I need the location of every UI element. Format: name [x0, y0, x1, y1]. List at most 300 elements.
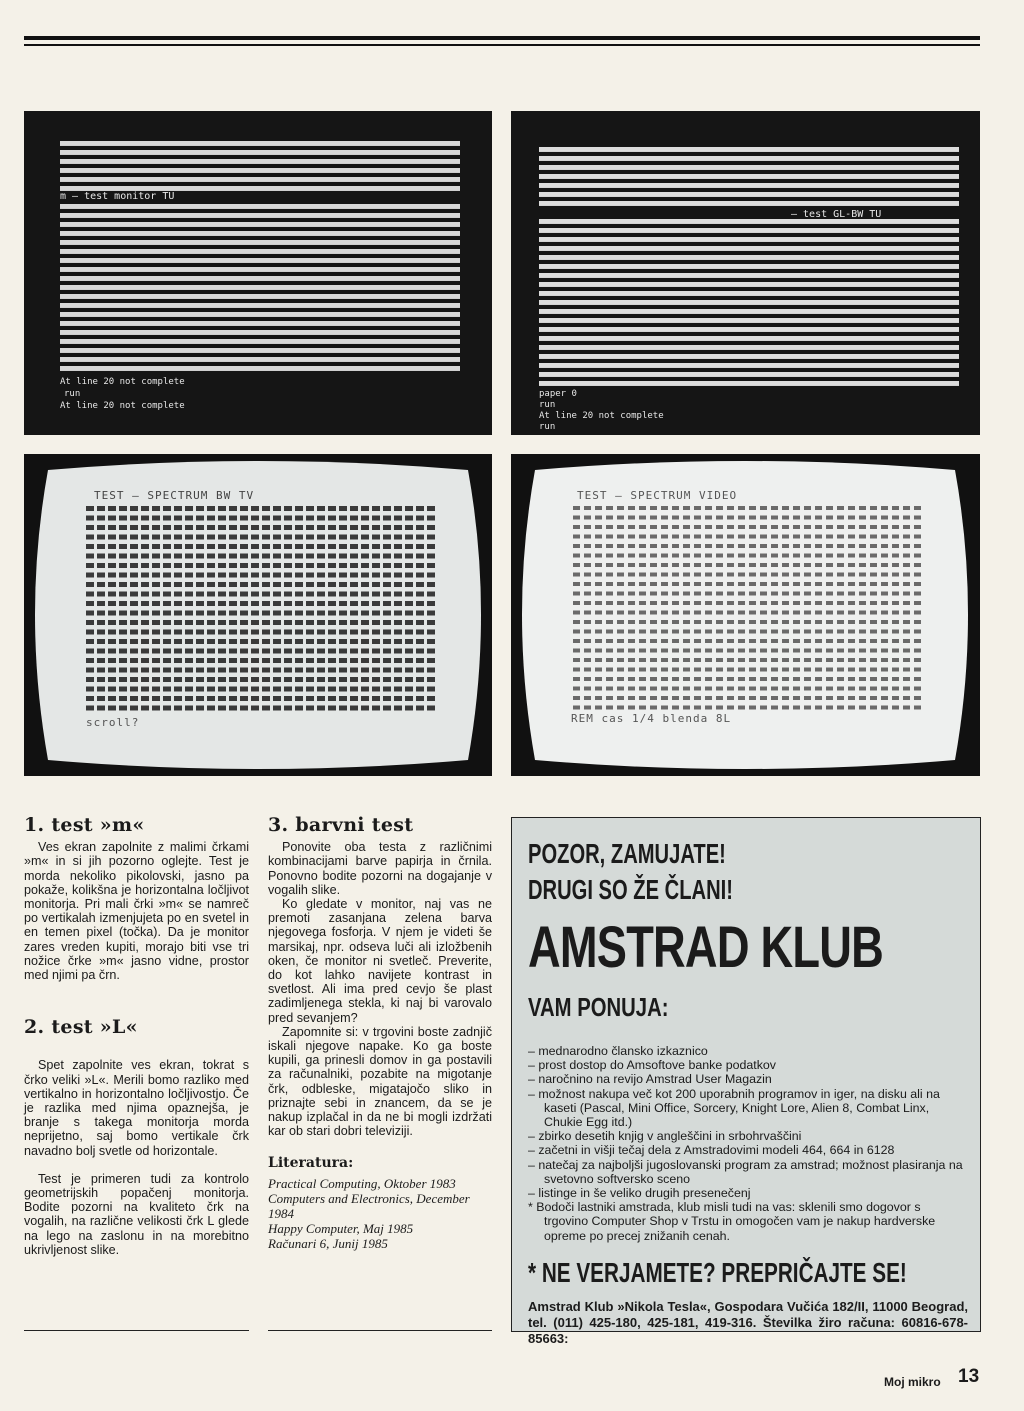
screen-character-cell	[97, 535, 105, 540]
screen-character-cell	[848, 535, 855, 539]
screen-character-cell	[782, 658, 789, 662]
screen-character-cell	[661, 687, 668, 691]
screen-character-cell	[339, 601, 347, 606]
screen-character-cell	[771, 525, 778, 529]
screen-character-cell	[727, 696, 734, 700]
screen-character-cell	[372, 687, 380, 692]
screen-character-cell	[207, 573, 215, 578]
screen-character-cell	[207, 620, 215, 625]
screen-character-cell	[705, 554, 712, 558]
screen-character-cell	[141, 573, 149, 578]
screen-character-cell	[584, 592, 591, 596]
screen-character-cell	[859, 696, 866, 700]
screen-character-cell	[361, 687, 369, 692]
screen-footer-text: REM cas 1/4 blenda 8L	[571, 712, 732, 725]
screen-character-cell	[771, 677, 778, 681]
article-column-1	[24, 814, 249, 1257]
screen-footer-text: scroll?	[86, 716, 140, 729]
screen-character-cell	[405, 649, 413, 654]
screen-character-cell	[405, 554, 413, 559]
screen-character-cell	[251, 601, 259, 606]
screen-character-cell	[793, 696, 800, 700]
screen-character-cell	[405, 544, 413, 549]
screen-character-cell	[672, 620, 679, 624]
screen-character-cell	[130, 525, 138, 530]
screen-character-cell	[240, 563, 248, 568]
screen-character-cell	[394, 620, 402, 625]
screen-character-cell	[617, 516, 624, 520]
screen-character-cell	[771, 506, 778, 510]
screen-stripe	[539, 381, 959, 386]
screen-character-cell	[749, 611, 756, 615]
screen-character-cell	[804, 544, 811, 548]
screen-character-cell	[416, 649, 424, 654]
screen-character-cell	[870, 582, 877, 586]
screen-character-cell	[306, 506, 314, 511]
screen-character-cell	[130, 592, 138, 597]
screen-character-cell	[804, 668, 811, 672]
screen-character-cell	[804, 525, 811, 529]
screen-character-cell	[361, 592, 369, 597]
screen-character-cell	[573, 506, 580, 510]
screen-header-text: TEST – SPECTRUM BW TV	[94, 489, 255, 502]
screen-character-cell	[306, 573, 314, 578]
screen-character-cell	[859, 516, 866, 520]
literature-item: Happy Computer, Maj 1985	[268, 1220, 414, 1236]
screen-character-cell	[163, 639, 171, 644]
screen-character-cell	[628, 706, 635, 710]
screen-character-cell	[372, 544, 380, 549]
screen-character-cell	[383, 592, 391, 597]
screen-character-cell	[683, 658, 690, 662]
screen-character-cell	[218, 706, 226, 711]
screen-character-cell	[804, 639, 811, 643]
screen-character-cell	[595, 649, 602, 653]
screen-character-cell	[661, 525, 668, 529]
screen-character-cell	[749, 554, 756, 558]
screen-character-cell	[848, 573, 855, 577]
screen-character-cell	[573, 554, 580, 558]
screen-character-cell	[815, 506, 822, 510]
screen-character-cell	[826, 535, 833, 539]
screen-character-cell	[705, 639, 712, 643]
screen-character-cell	[804, 620, 811, 624]
ad-note: * Bodoči lastniki amstrada, klub misli tudi na vas: sklenili smo dogovor s trgovino Computer Shop v Trstu in omogočen vam je nakup hardverske opreme po precej znižanih cenah.	[528, 1200, 936, 1243]
screen-character-cell	[870, 668, 877, 672]
screen-character-cell	[372, 554, 380, 559]
screen-character-cell	[727, 506, 734, 510]
screen-character-cell	[251, 706, 259, 711]
screen-character-cell	[859, 677, 866, 681]
screen-character-cell	[749, 630, 756, 634]
screen-character-cell	[573, 639, 580, 643]
screen-character-cell	[606, 544, 613, 548]
screen-character-cell	[661, 620, 668, 624]
screen-character-cell	[760, 668, 767, 672]
screen-character-cell	[361, 573, 369, 578]
screen-character-cell	[584, 601, 591, 605]
screen-character-cell	[793, 601, 800, 605]
screen-character-cell	[405, 620, 413, 625]
screen-character-cell	[174, 563, 182, 568]
screen-character-cell	[793, 706, 800, 710]
screen-character-cell	[416, 668, 424, 673]
screen-character-cell	[617, 535, 624, 539]
screen-character-cell	[207, 696, 215, 701]
screen-character-cell	[738, 639, 745, 643]
screen-character-cell	[606, 639, 613, 643]
screen-character-cell	[273, 668, 281, 673]
literature-item: Računari 6, Junij 1985	[268, 1235, 388, 1251]
screen-character-cell	[870, 516, 877, 520]
screen-character-cell	[639, 582, 646, 586]
screen-character-cell	[141, 696, 149, 701]
screen-character-cell	[617, 620, 624, 624]
screen-character-cell	[727, 535, 734, 539]
screen-character-cell	[771, 601, 778, 605]
screen-character-cell	[815, 677, 822, 681]
section-3-paragraph: Ko gledate v monitor, naj vas ne premoti zasanjana zelena barva njegovega fosforja. V njem je videti še marsikaj, npr. odseva luči ali izložbenih oken, če monitor ni svetleč. Preverite, do kot lahko navijete kontrast in svetlost. Ali ima pred cevjo še plast zadimljenega stekla, ki naj bi varovalo pred sevanjem?	[268, 897, 492, 1025]
screen-character-cell	[284, 696, 292, 701]
screen-character-cell	[119, 649, 127, 654]
header-rule-thin	[24, 44, 980, 46]
screen-character-cell	[405, 516, 413, 521]
screen-character-cell	[97, 706, 105, 711]
screen-character-cell	[86, 563, 94, 568]
screen-character-cell	[141, 658, 149, 663]
screen-character-cell	[914, 677, 921, 681]
screen-character-cell	[727, 668, 734, 672]
screen-stripe	[60, 249, 460, 254]
screen-character-cell	[628, 639, 635, 643]
screen-character-cell	[573, 658, 580, 662]
screen-character-cell	[383, 677, 391, 682]
screen-character-cell	[639, 668, 646, 672]
screen-character-cell	[595, 696, 602, 700]
screen-character-cell	[826, 506, 833, 510]
screen-character-cell	[727, 677, 734, 681]
screen-character-cell	[815, 592, 822, 596]
screen-stripe	[60, 276, 460, 281]
screen-character-cell	[859, 706, 866, 710]
screen-character-cell	[240, 582, 248, 587]
screen-character-cell	[606, 601, 613, 605]
screen-character-cell	[694, 506, 701, 510]
screen-character-cell	[262, 554, 270, 559]
screen-character-cell	[694, 592, 701, 596]
screen-character-cell	[284, 687, 292, 692]
screen-character-cell	[273, 687, 281, 692]
screen-character-cell	[251, 649, 259, 654]
screen-character-cell	[262, 620, 270, 625]
screen-character-cell	[361, 582, 369, 587]
screen-character-cell	[782, 630, 789, 634]
monitor-screen-image	[511, 454, 980, 776]
screen-character-cell	[837, 506, 844, 510]
screen-character-cell	[207, 611, 215, 616]
screen-character-cell	[394, 563, 402, 568]
screen-character-cell	[251, 544, 259, 549]
screen-character-cell	[141, 601, 149, 606]
screen-character-cell	[405, 506, 413, 511]
screen-character-cell	[427, 687, 435, 692]
screen-character-cell	[416, 630, 424, 635]
screen-character-cell	[584, 620, 591, 624]
screen-stripe	[539, 264, 959, 269]
screen-character-cell	[815, 573, 822, 577]
screen-character-cell	[650, 573, 657, 577]
screen-character-cell	[881, 563, 888, 567]
screen-character-cell	[86, 658, 94, 663]
screen-character-cell	[383, 630, 391, 635]
screen-character-cell	[595, 544, 602, 548]
screen-character-cell	[317, 563, 325, 568]
screen-character-cell	[416, 525, 424, 530]
screen-character-cell	[914, 696, 921, 700]
screen-character-cell	[141, 592, 149, 597]
screen-character-cell	[760, 592, 767, 596]
screen-character-cell	[218, 677, 226, 682]
screen-character-cell	[672, 516, 679, 520]
screen-character-cell	[870, 535, 877, 539]
screen-character-cell	[782, 535, 789, 539]
screen-character-cell	[914, 706, 921, 710]
screen-character-cell	[793, 573, 800, 577]
screen-character-cell	[914, 611, 921, 615]
screen-character-cell	[130, 573, 138, 578]
screen-character-cell	[881, 582, 888, 586]
screen-character-cell	[639, 544, 646, 548]
screen-character-cell	[427, 506, 435, 511]
screen-character-cell	[826, 592, 833, 596]
screen-character-cell	[804, 649, 811, 653]
screen-character-cell	[639, 696, 646, 700]
screen-character-cell	[130, 687, 138, 692]
screen-character-cell	[661, 649, 668, 653]
screen-character-cell	[273, 601, 281, 606]
screen-character-cell	[273, 525, 281, 530]
screen-character-cell	[716, 696, 723, 700]
screen-character-cell	[650, 601, 657, 605]
screen-character-cell	[273, 658, 281, 663]
screen-character-cell	[328, 554, 336, 559]
screen-character-cell	[394, 696, 402, 701]
screen-character-cell	[339, 525, 347, 530]
screen-character-cell	[892, 516, 899, 520]
screen-character-cell	[738, 506, 745, 510]
screen-character-cell	[163, 620, 171, 625]
screen-character-cell	[683, 535, 690, 539]
screen-character-cell	[141, 535, 149, 540]
screen-character-cell	[141, 687, 149, 692]
screen-character-cell	[306, 649, 314, 654]
screen-character-cell	[284, 630, 292, 635]
screen-character-cell	[339, 649, 347, 654]
screen-character-cell	[837, 554, 844, 558]
screen-character-cell	[108, 525, 116, 530]
screen-character-cell	[859, 544, 866, 548]
screen-stripe	[539, 282, 959, 287]
screen-character-cell	[141, 639, 149, 644]
screen-character-cell	[317, 544, 325, 549]
screen-character-cell	[284, 639, 292, 644]
screen-character-cell	[306, 592, 314, 597]
screen-character-cell	[185, 563, 193, 568]
screen-character-cell	[185, 677, 193, 682]
screen-character-cell	[617, 611, 624, 615]
monitor-screen-image	[511, 111, 980, 435]
screen-character-cell	[317, 525, 325, 530]
screen-character-cell	[97, 592, 105, 597]
screen-character-cell	[815, 582, 822, 586]
screen-character-cell	[152, 563, 160, 568]
screen-character-cell	[826, 563, 833, 567]
screen-character-cell	[782, 668, 789, 672]
screen-character-cell	[859, 620, 866, 624]
screen-character-cell	[416, 582, 424, 587]
screen-character-cell	[848, 677, 855, 681]
screen-character-cell	[573, 696, 580, 700]
screen-character-cell	[317, 535, 325, 540]
screen-character-cell	[185, 525, 193, 530]
screen-character-cell	[892, 639, 899, 643]
screen-character-cell	[119, 706, 127, 711]
screen-character-cell	[881, 535, 888, 539]
screen-character-cell	[416, 592, 424, 597]
screen-character-cell	[738, 630, 745, 634]
screen-character-cell	[273, 582, 281, 587]
screen-character-cell	[573, 525, 580, 529]
screen-character-cell	[595, 706, 602, 710]
screen-character-cell	[771, 554, 778, 558]
screen-character-cell	[119, 601, 127, 606]
screen-character-cell	[848, 582, 855, 586]
screen-character-cell	[427, 535, 435, 540]
screen-character-cell	[892, 677, 899, 681]
screen-character-cell	[86, 506, 94, 511]
screen-character-cell	[870, 573, 877, 577]
screen-character-cell	[650, 658, 657, 662]
screen-character-cell	[661, 658, 668, 662]
screen-character-cell	[328, 649, 336, 654]
screen-character-cell	[361, 658, 369, 663]
screen-character-cell	[372, 525, 380, 530]
screen-character-cell	[628, 630, 635, 634]
screen-character-cell	[683, 620, 690, 624]
amstrad-club-ad	[511, 817, 981, 1346]
screen-character-cell	[859, 582, 866, 586]
screen-character-cell	[251, 611, 259, 616]
screen-character-cell	[141, 563, 149, 568]
screen-character-cell	[97, 525, 105, 530]
screen-character-cell	[196, 611, 204, 616]
screen-character-cell	[207, 563, 215, 568]
section-2-heading: 2. test »L«	[24, 1016, 138, 1039]
screen-character-cell	[152, 506, 160, 511]
screen-character-cell	[174, 706, 182, 711]
screen-character-cell	[240, 611, 248, 616]
screen-character-cell	[229, 630, 237, 635]
screen-character-cell	[383, 696, 391, 701]
screen-character-cell	[815, 668, 822, 672]
screen-character-cell	[97, 544, 105, 549]
screen-character-cell	[870, 658, 877, 662]
screen-character-cell	[859, 506, 866, 510]
screen-character-cell	[163, 535, 171, 540]
screen-character-cell	[727, 639, 734, 643]
screen-stripe	[539, 318, 959, 323]
screen-character-cell	[306, 525, 314, 530]
screen-character-cell	[240, 649, 248, 654]
screen-character-cell	[870, 706, 877, 710]
screen-character-cell	[284, 516, 292, 521]
screen-character-cell	[859, 668, 866, 672]
screen-character-cell	[273, 611, 281, 616]
screen-character-cell	[372, 620, 380, 625]
screen-character-cell	[328, 696, 336, 701]
screen-character-cell	[705, 668, 712, 672]
screen-character-cell	[416, 535, 424, 540]
screen-character-cell	[705, 706, 712, 710]
screen-character-cell	[694, 582, 701, 586]
screen-character-cell	[328, 620, 336, 625]
screen-character-cell	[108, 554, 116, 559]
screen-character-cell	[361, 630, 369, 635]
screen-character-cell	[683, 516, 690, 520]
screen-character-cell	[273, 592, 281, 597]
screen-character-cell	[606, 677, 613, 681]
screen-character-cell	[584, 696, 591, 700]
screen-character-cell	[606, 649, 613, 653]
screen-character-cell	[859, 687, 866, 691]
screen-character-cell	[738, 592, 745, 596]
screen-character-cell	[892, 649, 899, 653]
screen-character-cell	[405, 706, 413, 711]
screen-character-cell	[815, 706, 822, 710]
screen-character-cell	[229, 601, 237, 606]
literature-item: Computers and Electronics, December 1984	[268, 1190, 470, 1221]
screen-character-cell	[306, 687, 314, 692]
screen-character-cell	[639, 658, 646, 662]
screen-character-cell	[262, 544, 270, 549]
screen-character-cell	[793, 516, 800, 520]
screen-character-cell	[163, 696, 171, 701]
photo-monitor-stripes-left	[24, 111, 492, 435]
screen-character-cell	[749, 620, 756, 624]
screen-character-cell	[394, 525, 402, 530]
screen-character-cell	[573, 630, 580, 634]
screen-character-cell	[163, 630, 171, 635]
screen-character-cell	[859, 573, 866, 577]
screen-character-cell	[628, 658, 635, 662]
screen-character-cell	[405, 525, 413, 530]
screen-character-cell	[881, 525, 888, 529]
screen-character-cell	[716, 620, 723, 624]
screen-character-cell	[628, 677, 635, 681]
screen-stripe	[539, 336, 959, 341]
screen-character-cell	[881, 658, 888, 662]
screen-character-cell	[892, 696, 899, 700]
screen-character-cell	[196, 573, 204, 578]
screen-character-cell	[196, 687, 204, 692]
screen-character-cell	[141, 620, 149, 625]
screen-character-cell	[350, 706, 358, 711]
screen-character-cell	[716, 611, 723, 615]
screen-character-cell	[881, 696, 888, 700]
screen-character-cell	[361, 601, 369, 606]
screen-character-cell	[295, 525, 303, 530]
screen-character-cell	[650, 525, 657, 529]
